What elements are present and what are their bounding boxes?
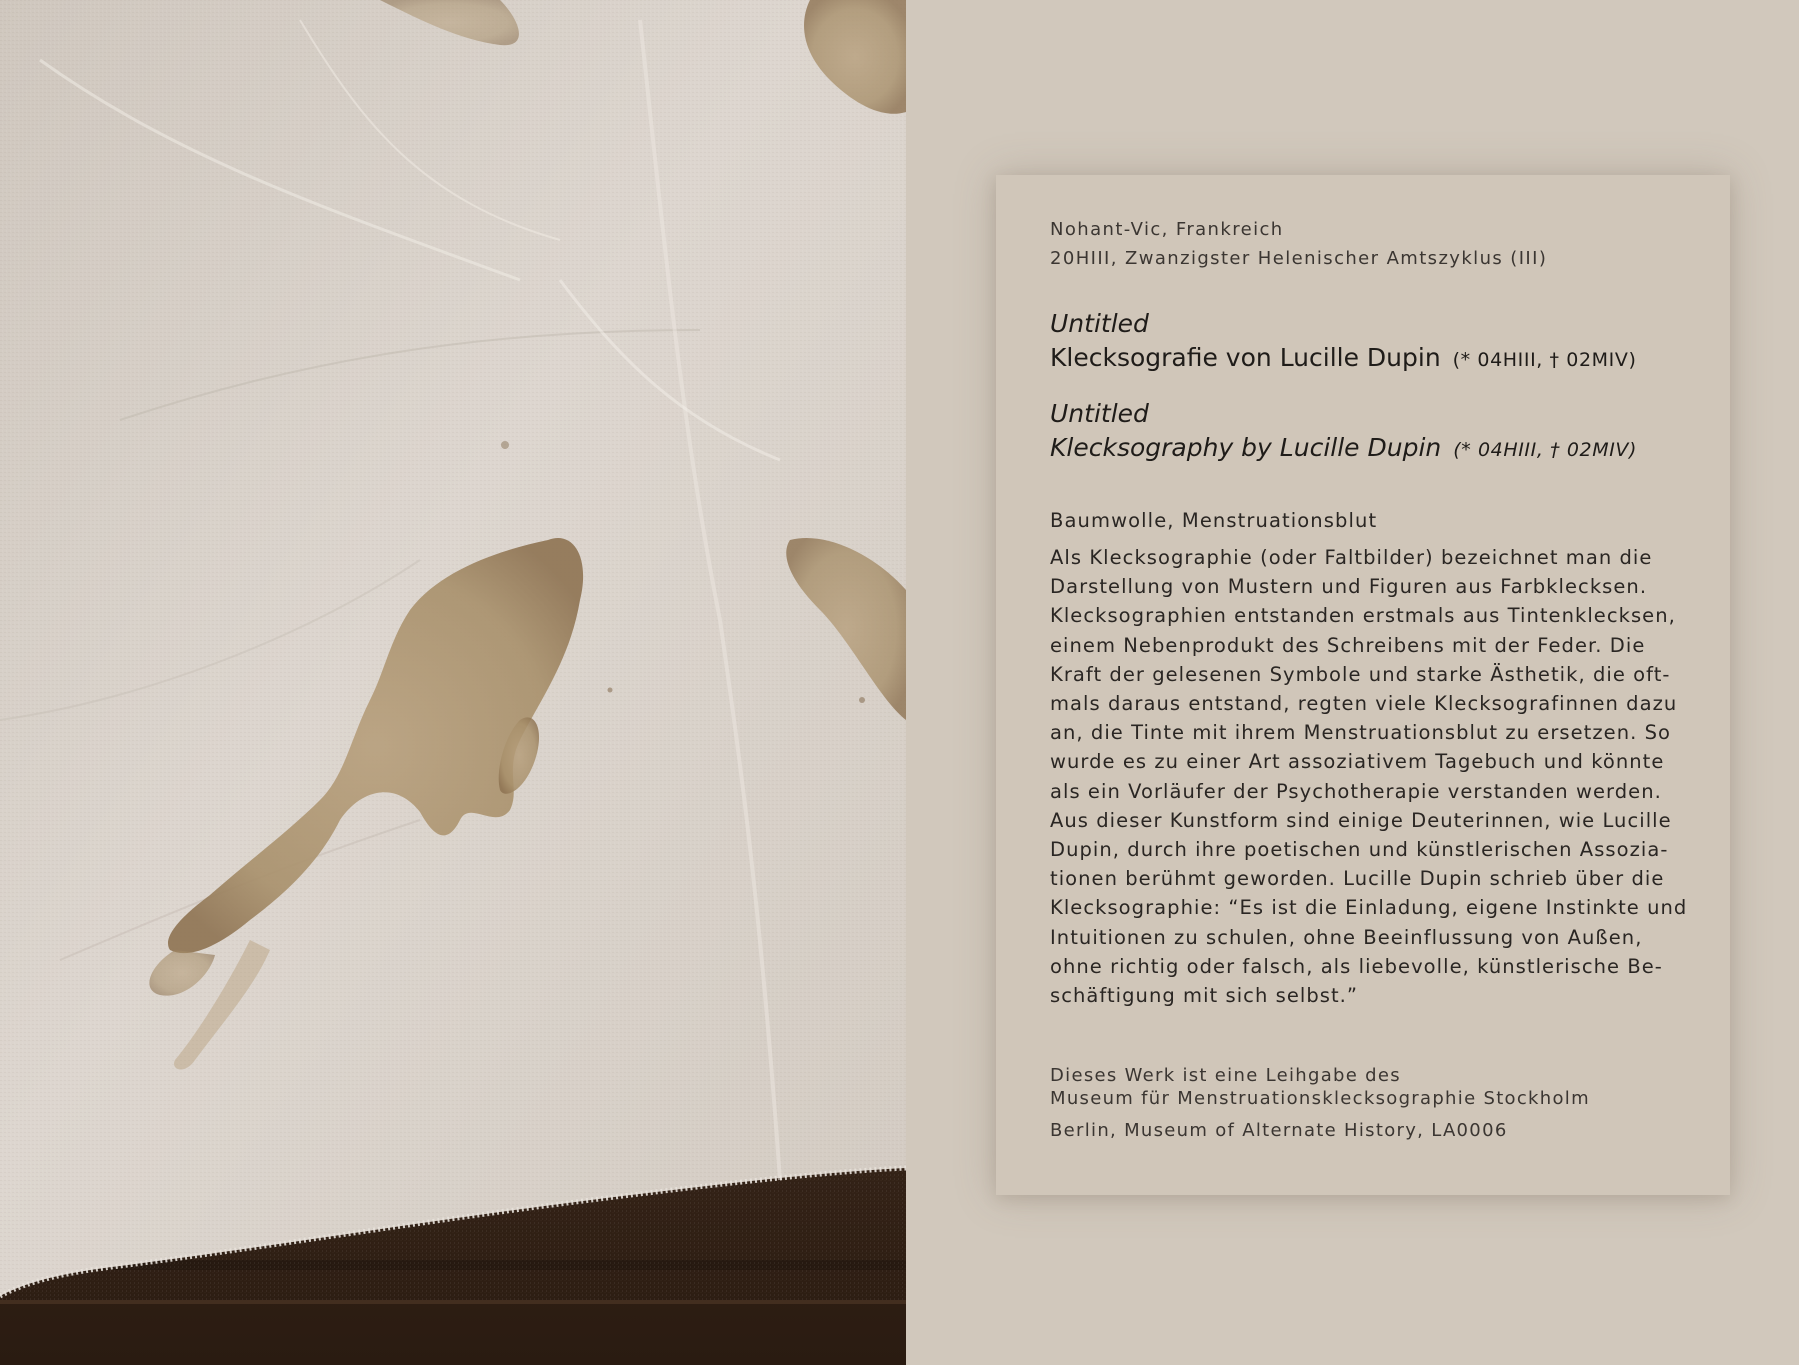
origin-date: 20HIII, Zwanzigster Helenischer Amtszyklus (III) [1050,248,1548,269]
title-german [1050,307,1690,377]
title-english-untitled: Untitled [1050,399,1149,428]
description-line: Aus dieser Kunstform sind einige Deuterinnen, wie Lucille [1050,808,1672,832]
artist-dates-german: (* 04HIII, † 02MIV) [1452,349,1637,371]
loan-credit [1050,1064,1690,1110]
material-line: Baumwolle, Menstruationsblut [1050,509,1378,532]
title-english [1050,397,1690,467]
description-line: Dupin, durch ihre poetischen und künstlerischen Assozia- [1050,838,1669,862]
description-line: Klecksographie: “Es ist die Einladung, eigene Instinkte und [1050,896,1688,920]
loan-line: Museum für Menstruationsklecksographie Stockholm [1050,1088,1590,1110]
label-content [1050,215,1690,1142]
description-line: an, die Tinte mit ihrem Menstruationsblut zu ersetzen. So [1050,721,1672,745]
title-english-text: Klecksography by Lucille Dupin [1050,433,1442,462]
title-english-main [1050,431,1690,467]
title-german-untitled: Untitled [1050,309,1149,338]
description-line: wurde es zu einer Art assoziativem Tagebuch und könnte [1050,750,1665,774]
label-panel [906,0,1799,1365]
description-line: Klecksographien entstanden erstmals aus Tintenklecksen, [1050,604,1676,628]
description-line: als ein Vorläufer der Psychotherapie verstanden werden. [1050,779,1662,803]
loan-line: Dieses Werk ist eine Leihgabe des [1050,1065,1401,1087]
accession-location: Berlin, Museum of Alternate History, LA0006 [1050,1120,1508,1142]
description-text [1050,543,1690,1010]
description-line: einem Nebenprodukt des Schreibens mit der Feder. Die [1050,633,1646,657]
description-line: Darstellung von Mustern und Figuren aus Farbklecksen. [1050,575,1648,599]
title-german-main [1050,341,1690,377]
artist-dates-english: (* 04HIII, † 02MIV) [1453,439,1638,461]
description-line: Als Klecksographie (oder Faltbilder) bezeichnet man die [1050,546,1653,569]
description-line: tionen berühmt geworden. Lucille Dupin schrieb über die [1050,867,1665,891]
description-line: Kraft der gelesenen Symbole und starke Ästhetik, die oft- [1050,662,1671,686]
museum-label-card [996,175,1730,1195]
title-german-text: Klecksografie von Lucille Dupin [1050,343,1441,372]
origin-place: Nohant-Vic, Frankreich [1050,219,1284,240]
description-line: mals daraus entstand, regten viele Klecksografinnen dazu [1050,692,1678,716]
description-line: Intuitionen zu schulen, ohne Beeinflussung von Außen, [1050,925,1643,949]
description-line: schäftigung mit sich selbst.” [1050,984,1359,1008]
description-line: ohne richtig oder falsch, als liebevolle, künstlerische Be- [1050,954,1663,978]
